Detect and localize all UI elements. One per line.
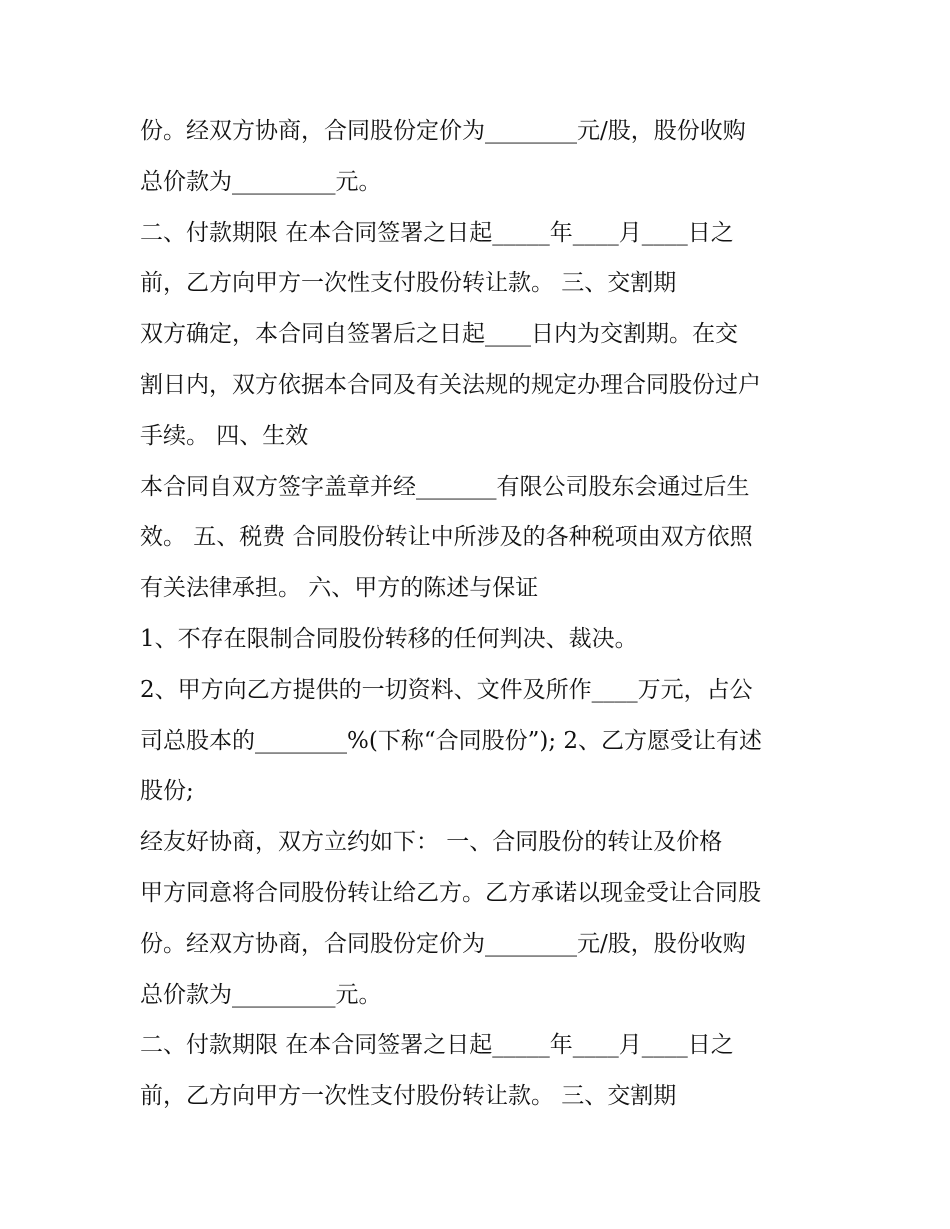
text-line: 2、甲方向乙方提供的一切资料、文件及所作____万元，占公	[140, 676, 753, 703]
text-line: 割日内，双方依据本合同及有关法规的规定办理合同股份过户	[140, 371, 761, 398]
text-line: 双方确定，本合同自签署后之日起____日内为交割期。在交	[140, 321, 738, 348]
text-line: 甲方同意将合同股份转让给乙方。乙方承诺以现金受让合同股	[140, 879, 761, 906]
text-line: 前，乙方向甲方一次性支付股份转让款。 三、交割期	[140, 270, 677, 297]
text-line: 股份;	[140, 778, 194, 805]
text-line: 经友好协商，双方立约如下： 一、合同股份的转让及价格	[140, 829, 723, 856]
text-line: 总价款为_________元。	[140, 168, 382, 195]
text-line: 手续。 四、生效	[140, 422, 309, 449]
text-line: 司总股本的________%(下称“合同股份”); 2、乙方愿受让有述	[140, 727, 763, 754]
contract-text	[140, 106, 830, 1122]
text-line: 效。 五、税费 合同股份转让中所涉及的各种税项由双方依照	[140, 524, 753, 551]
text-line: 前，乙方向甲方一次性支付股份转让款。 三、交割期	[140, 1083, 677, 1110]
text-line: 有关法律承担。 六、甲方的陈述与保证	[140, 575, 539, 602]
text-line: 本合同自双方签字盖章并经_______有限公司股东会通过后生	[140, 473, 750, 500]
text-line: 份。经双方协商，合同股份定价为________元/股，股份收购	[140, 930, 746, 957]
text-line: 总价款为_________元。	[140, 981, 382, 1008]
text-line: 份。经双方协商，合同股份定价为________元/股，股份收购	[140, 118, 746, 144]
text-line: 1、不存在限制合同股份转移的任何判决、裁决。	[140, 625, 638, 652]
text-line: 二、付款期限 在本合同签署之日起_____年____月____日之	[140, 219, 734, 246]
text-line: 二、付款期限 在本合同签署之日起_____年____月____日之	[140, 1032, 734, 1059]
